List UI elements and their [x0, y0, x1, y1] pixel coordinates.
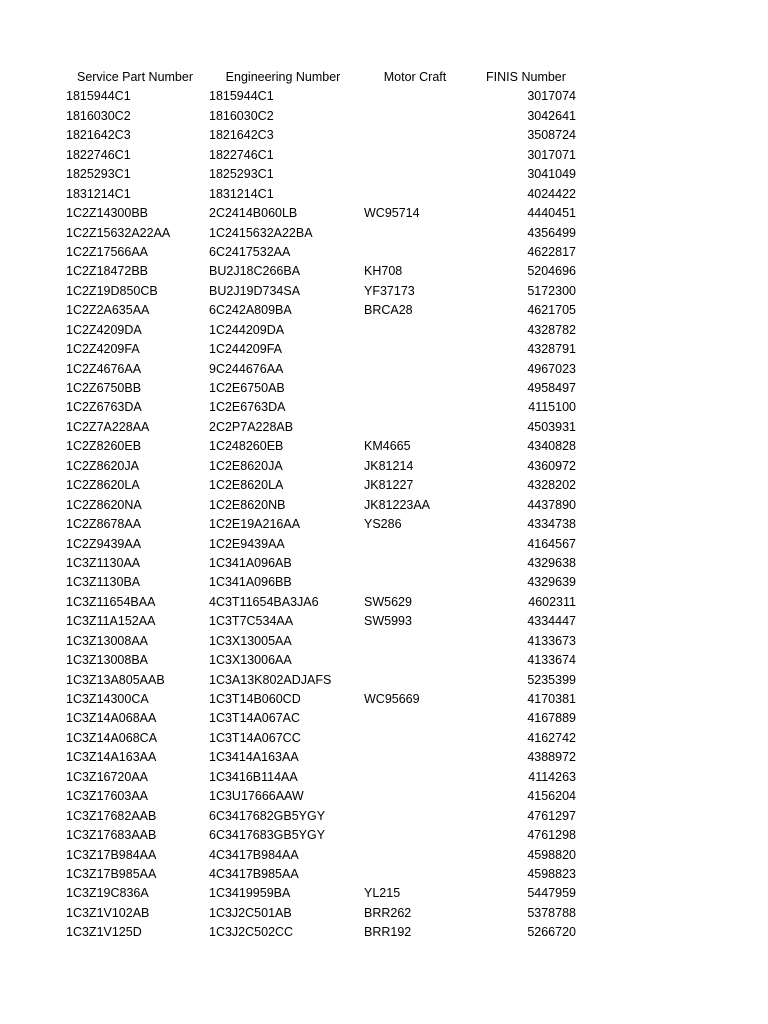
finis-number-cell: 4437890 [527, 497, 576, 512]
finis-number-cell: 4329639 [527, 575, 576, 590]
engineering-number-cell: 1831214C1 [209, 186, 274, 201]
motor-craft-cell: YS286 [364, 517, 402, 532]
table-row [0, 379, 768, 398]
service-part-number-cell: 1C3Z14300CA [66, 692, 149, 706]
table-row [0, 573, 768, 592]
table-row [0, 554, 768, 573]
table-row [0, 690, 768, 709]
table-row [0, 243, 768, 262]
motor-craft-cell: JK81214 [364, 458, 414, 473]
service-part-number-cell: 1816030C2 [66, 108, 131, 123]
table-row [0, 729, 768, 748]
finis-number-cell: 4598820 [527, 847, 576, 862]
finis-number-cell: 4115100 [528, 400, 576, 415]
finis-number-cell: 4162742 [527, 730, 576, 745]
table-body [0, 87, 768, 942]
finis-number-cell: 4114263 [528, 769, 576, 784]
engineering-number-cell: BU2J18C266BA [209, 264, 301, 279]
motor-craft-cell: BRCA28 [364, 303, 413, 318]
engineering-number-cell: 1C3T7C534AA [209, 614, 294, 629]
header-motor-craft: Motor Craft [383, 70, 447, 84]
table-row [0, 476, 768, 495]
engineering-number-cell: 1C3414A163AA [209, 750, 299, 765]
engineering-number-cell: 1821642C3 [209, 128, 274, 143]
engineering-number-cell: 1822746C1 [209, 147, 274, 162]
table-row [0, 165, 768, 184]
header-row [0, 68, 768, 87]
engineering-number-cell: 4C3T11654BA3JA6 [209, 594, 319, 609]
motor-craft-cell: JK81223AA [364, 497, 431, 512]
finis-number-cell: 5204696 [527, 264, 576, 279]
service-part-number-cell: 1C3Z1130BA [66, 575, 141, 590]
service-part-number-cell: 1C3Z17603AA [66, 789, 149, 804]
service-part-number-cell: 1C2Z8678AA [66, 517, 142, 532]
finis-number-cell: 4164567 [527, 536, 576, 551]
engineering-number-cell: 6C3417682GB5YGY [209, 808, 326, 823]
service-part-number-cell: 1C3Z14A068CA [66, 730, 158, 745]
finis-number-cell: 3042641 [527, 108, 576, 123]
table-row [0, 787, 768, 806]
service-part-number-cell: 1C3Z1V102AB [66, 905, 150, 920]
table-row [0, 301, 768, 320]
service-part-number-cell: 1C3Z13A805AAB [66, 672, 165, 687]
service-part-number-cell: 1C2Z17566AA [66, 244, 149, 259]
finis-number-cell: 4388972 [527, 750, 576, 765]
engineering-number-cell: 2C2414B060LB [209, 206, 298, 221]
finis-number-cell: 4602311 [528, 594, 576, 609]
table-row [0, 904, 768, 923]
table-row [0, 87, 768, 106]
motor-craft-cell: YL215 [364, 886, 401, 901]
finis-number-cell: 4967023 [527, 361, 576, 376]
service-part-number-cell: 1C3Z17683AAB [66, 828, 157, 843]
service-part-number-cell: 1C2Z8260EB [66, 439, 142, 454]
table-row [0, 340, 768, 359]
motor-craft-cell: KM4665 [364, 439, 411, 454]
finis-number-cell: 4340828 [527, 439, 576, 454]
table-row [0, 496, 768, 515]
finis-number-cell: 4334447 [527, 614, 576, 629]
service-part-number-cell: 1C2Z18472BB [66, 264, 149, 279]
finis-number-cell: 4334738 [527, 517, 576, 532]
service-part-number-cell: 1C3Z1V125D [66, 925, 142, 940]
table-row [0, 204, 768, 223]
engineering-number-cell: 1C3416B114AA [209, 769, 298, 784]
finis-number-cell: 4167889 [527, 711, 576, 726]
table-row [0, 671, 768, 690]
table-row [0, 185, 768, 204]
motor-craft-cell: JK81227 [364, 478, 414, 493]
engineering-number-cell: 1C244209DA [209, 322, 285, 337]
motor-craft-cell: YF37173 [364, 283, 415, 298]
finis-number-cell: 4761297 [527, 808, 576, 823]
service-part-number-cell: 1C2Z8620JA [66, 458, 139, 473]
table-row [0, 437, 768, 456]
table-row [0, 321, 768, 340]
service-part-number-cell: 1C3Z17682AAB [66, 808, 157, 823]
service-part-number-cell: 1C2Z8620LA [66, 478, 140, 493]
finis-number-cell: 5447959 [527, 886, 576, 901]
motor-craft-cell: BRR192 [364, 925, 412, 940]
finis-number-cell: 3017071 [527, 147, 576, 162]
engineering-number-cell: 6C242A809BA [209, 303, 292, 318]
service-part-number-cell: 1C2Z2A635AA [66, 303, 150, 318]
service-part-number-cell: 1C3Z13008BA [66, 653, 149, 668]
engineering-number-cell: 4C3417B985AA [209, 866, 299, 881]
service-part-number-cell: 1822746C1 [66, 147, 131, 162]
header-finis-number: FINIS Number [486, 70, 566, 84]
engineering-number-cell: 1C2E8620LA [209, 478, 284, 493]
service-part-number-cell: 1C3Z11A152AA [66, 614, 156, 629]
table-row [0, 535, 768, 554]
engineering-number-cell: 1C244209FA [209, 342, 282, 357]
table-row [0, 593, 768, 612]
table-row [0, 651, 768, 670]
service-part-number-cell: 1C3Z13008AA [66, 633, 149, 648]
table-row [0, 612, 768, 631]
engineering-number-cell: 1C2E8620JA [209, 458, 283, 473]
table-row [0, 709, 768, 728]
finis-number-cell: 4133674 [527, 653, 576, 668]
finis-number-cell: 4958497 [527, 381, 576, 395]
engineering-number-cell: 1C2E6750AB [209, 381, 285, 395]
finis-number-cell: 3017074 [527, 89, 576, 104]
table-row [0, 418, 768, 437]
service-part-number-cell: 1C2Z6750BB [66, 381, 142, 395]
service-part-number-cell: 1C3Z19C836A [66, 886, 149, 901]
finis-number-cell: 4328791 [527, 342, 576, 357]
engineering-number-cell: BU2J19D734SA [209, 283, 301, 298]
finis-number-cell: 4503931 [527, 419, 576, 434]
table-row [0, 398, 768, 417]
service-part-number-cell: 1C3Z17B984AA [66, 847, 157, 862]
service-part-number-cell: 1C2Z9439AA [66, 536, 142, 551]
motor-craft-cell: WC95714 [364, 206, 420, 221]
engineering-number-cell: 1C2E19A216AA [209, 517, 301, 532]
engineering-number-cell: 1C341A096BB [209, 575, 292, 590]
finis-number-cell: 3508724 [527, 128, 576, 143]
finis-number-cell: 4440451 [527, 206, 576, 221]
table-row [0, 807, 768, 826]
finis-number-cell: 4356499 [527, 225, 576, 240]
service-part-number-cell: 1831214C1 [66, 186, 131, 201]
table-row [0, 768, 768, 787]
finis-number-cell: 3041049 [527, 167, 576, 182]
motor-craft-cell: SW5993 [364, 614, 412, 629]
finis-number-cell: 4156204 [527, 789, 576, 804]
engineering-number-cell: 6C3417683GB5YGY [209, 828, 326, 843]
table-row [0, 884, 768, 903]
engineering-number-cell: 1C2E8620NB [209, 497, 286, 512]
engineering-number-cell: 2C2P7A228AB [209, 419, 294, 434]
table-row [0, 865, 768, 884]
service-part-number-cell: 1821642C3 [66, 128, 131, 143]
engineering-number-cell: 1C341A096AB [209, 555, 292, 570]
engineering-number-cell: 1C2415632A22BA [209, 225, 313, 240]
service-part-number-cell: 1C3Z16720AA [66, 769, 149, 784]
engineering-number-cell: 1815944C1 [209, 89, 274, 104]
engineering-number-cell: 1816030C2 [209, 108, 274, 123]
finis-number-cell: 4761298 [527, 828, 576, 843]
engineering-number-cell: 9C244676AA [209, 361, 284, 376]
engineering-number-cell: 4C3417B984AA [209, 847, 299, 862]
engineering-number-cell: 1C3X13006AA [209, 653, 292, 668]
parts-table [0, 68, 768, 943]
table-row [0, 826, 768, 845]
engineering-number-cell: 1C3J2C501AB [209, 905, 292, 920]
finis-number-cell: 4170381 [527, 692, 576, 706]
engineering-number-cell: 1C3T14A067AC [209, 711, 301, 726]
service-part-number-cell: 1C3Z1130AA [66, 555, 141, 570]
service-part-number-cell: 1C2Z8620NA [66, 497, 142, 512]
engineering-number-cell: 1C3J2C502CC [209, 925, 294, 940]
engineering-number-cell: 1C2E9439AA [209, 536, 285, 551]
finis-number-cell: 4328782 [527, 322, 576, 337]
finis-number-cell: 5378788 [527, 905, 576, 920]
engineering-number-cell: 1C2E6763DA [209, 400, 286, 415]
header-engineering-number: Engineering Number [225, 70, 341, 84]
service-part-number-cell: 1C2Z4676AA [66, 361, 142, 376]
engineering-number-cell: 1C3T14B060CD [209, 692, 301, 706]
engineering-number-cell: 6C2417532AA [209, 244, 291, 259]
table-row [0, 748, 768, 767]
service-part-number-cell: 1C3Z14A068AA [66, 711, 157, 726]
service-part-number-cell: 1C3Z11654BAA [66, 594, 156, 609]
service-part-number-cell: 1C2Z4209DA [66, 322, 142, 337]
finis-number-cell: 4329638 [527, 555, 576, 570]
finis-number-cell: 4360972 [527, 458, 576, 473]
service-part-number-cell: 1C2Z19D850CB [66, 283, 158, 298]
finis-number-cell: 4133673 [527, 633, 576, 648]
service-part-number-cell: 1C2Z7A228AA [66, 419, 150, 434]
service-part-number-cell: 1C2Z14300BB [66, 206, 149, 221]
table-row [0, 224, 768, 243]
service-part-number-cell: 1C2Z4209FA [66, 342, 140, 357]
engineering-number-cell: 1C3A13K802ADJAFS [209, 672, 332, 687]
table-row [0, 146, 768, 165]
service-part-number-cell: 1825293C1 [66, 167, 131, 182]
header-service-part-number: Service Part Number [76, 70, 193, 84]
motor-craft-cell: SW5629 [364, 594, 412, 609]
table-row [0, 282, 768, 301]
table-row [0, 515, 768, 534]
service-part-number-cell: 1C2Z15632A22AA [66, 225, 171, 240]
table-row [0, 846, 768, 865]
service-part-number-cell: 1815944C1 [66, 89, 131, 104]
table-row [0, 126, 768, 145]
table-row [0, 262, 768, 281]
engineering-number-cell: 1825293C1 [209, 167, 274, 182]
motor-craft-cell: BRR262 [364, 905, 412, 920]
engineering-number-cell: 1C3U17666AAW [209, 789, 304, 804]
table-row [0, 457, 768, 476]
finis-number-cell: 4622817 [527, 244, 576, 259]
engineering-number-cell: 1C248260EB [209, 439, 284, 454]
table-row [0, 360, 768, 379]
finis-number-cell: 4598823 [527, 866, 576, 881]
finis-number-cell: 5235399 [527, 672, 576, 687]
engineering-number-cell: 1C3X13005AA [209, 633, 292, 648]
engineering-number-cell: 1C3419959BA [209, 886, 291, 901]
service-part-number-cell: 1C3Z14A163AA [66, 750, 157, 765]
finis-number-cell: 5266720 [527, 925, 576, 940]
service-part-number-cell: 1C3Z17B985AA [66, 866, 157, 881]
table-row [0, 107, 768, 126]
finis-number-cell: 4024422 [527, 186, 576, 201]
finis-number-cell: 4328202 [527, 478, 576, 493]
motor-craft-cell: KH708 [364, 264, 403, 279]
finis-number-cell: 4621705 [527, 303, 576, 318]
table-row [0, 923, 768, 942]
table-row [0, 632, 768, 651]
service-part-number-cell: 1C2Z6763DA [66, 400, 142, 415]
motor-craft-cell: WC95669 [364, 692, 420, 706]
finis-number-cell: 5172300 [527, 283, 576, 298]
engineering-number-cell: 1C3T14A067CC [209, 730, 301, 745]
